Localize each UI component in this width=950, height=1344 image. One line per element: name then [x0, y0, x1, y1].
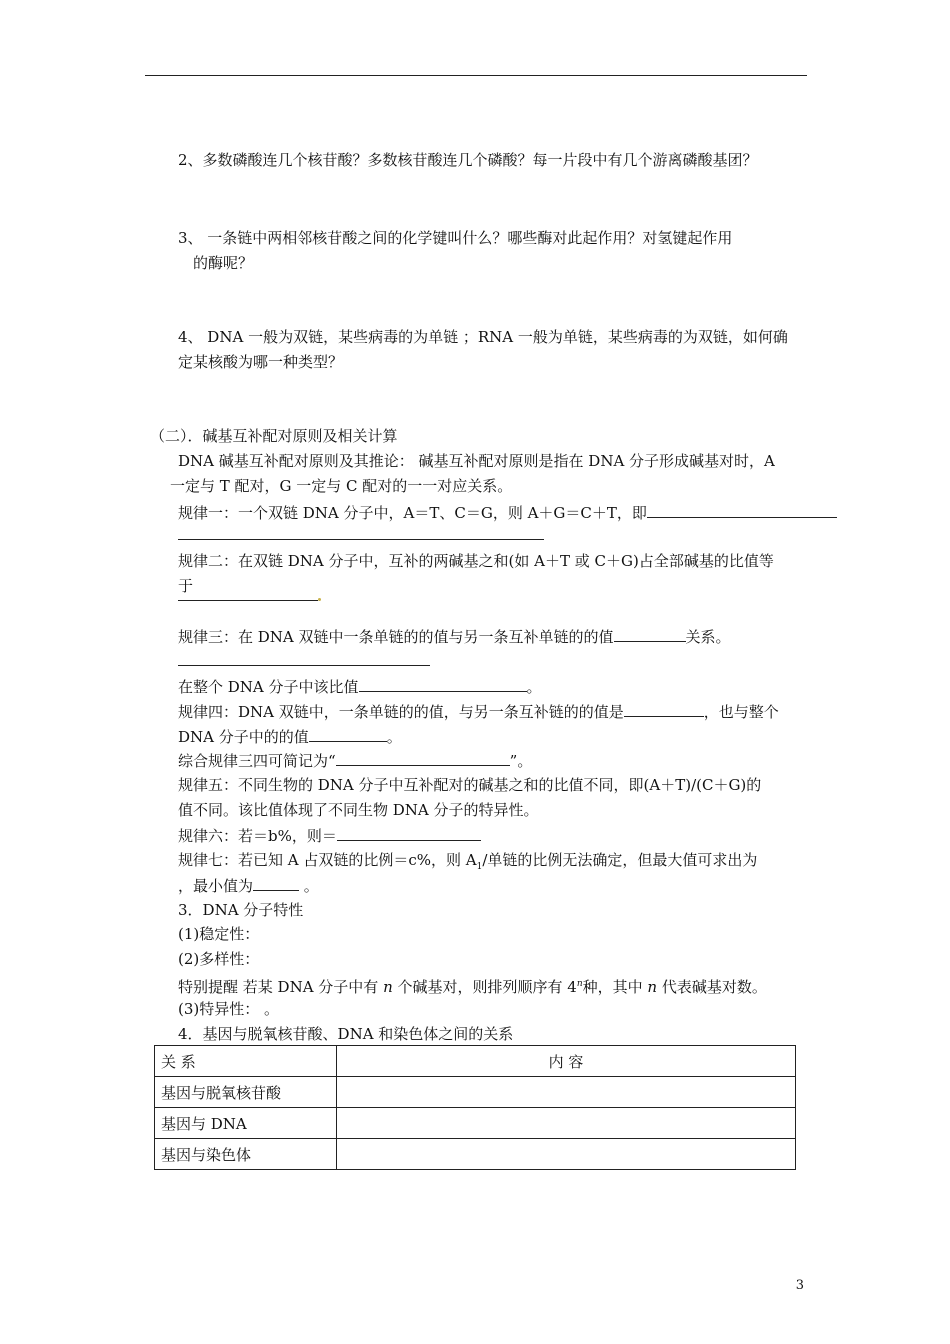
section-2-heading: （二）．碱基互补配对原则及相关计算: [150, 427, 398, 445]
rule-6: [178, 825, 481, 846]
rule-1-text: 规律一：一个双链 DNA 分子中，A＝T、C＝G，则 A＋G＝C＋T，即: [178, 504, 647, 522]
page-number: 3: [795, 1278, 804, 1293]
rule-4-text-a: 规律四：DNA 双链中，一条单链的的值，与另一条互补链的的值是: [178, 703, 624, 721]
row-content-cell[interactable]: [337, 1108, 796, 1139]
table-row: [155, 1077, 796, 1108]
rule-5-line1: 规律五：不同生物的 DNA 分子中互补配对的碱基之和的比值不同，即(A＋T)/(C＋G)的: [178, 776, 762, 794]
rule-7-line2-text: ，最小值为: [178, 877, 254, 895]
intro-line1: DNA 碱基互补配对原则及其推论： 碱基互补配对原则是指在 DNA 分子形成碱基对时，A: [178, 452, 775, 470]
section-3-heading: 3．DNA 分子特性: [178, 901, 304, 919]
rule-7-text-a: 规律七：若已知 A 占双链的比例＝c%，则 A: [178, 851, 477, 869]
rule-7-line2-end: 。: [299, 877, 319, 895]
table-row: [155, 1108, 796, 1139]
rule-7-subscript: 1: [476, 862, 483, 872]
tip-text-a: 特别提醒 若某 DNA 分子中有: [178, 978, 384, 996]
rule-4-line2-end: 。: [386, 728, 402, 746]
tip-text-c: 种，其中: [582, 978, 648, 996]
decorative-dot: [318, 598, 321, 601]
header-rule: [145, 75, 807, 76]
special-tip: [178, 974, 767, 997]
rule-3-extra-blank: [178, 665, 430, 666]
rule-3-text-b: 关系。: [685, 628, 731, 646]
rule-3-blank: [614, 626, 686, 642]
section-4-heading: 4．基因与脱氧核苷酸、DNA 和染色体之间的关系: [178, 1025, 514, 1043]
rule-1-blank-continued: [178, 539, 544, 540]
row-content-cell[interactable]: [337, 1139, 796, 1170]
rule-6-text: 规律六：若＝b%，则＝: [178, 827, 337, 845]
question-2: 2、多数磷酸连几个核苷酸？多数核苷酸连几个磷酸？每一片段中有几个游离磷酸基团？: [178, 151, 758, 169]
rule-2-line2: 于: [178, 577, 194, 595]
tip-text-d: 代表碱基对数。: [657, 978, 767, 996]
intro-line2: 一定与 T 配对，G 一定与 C 配对的一一对应关系。: [170, 477, 513, 495]
rule-3-text-a: 规律三：在 DNA 双链中一条单链的的值与另一条互补单链的的值: [178, 628, 614, 646]
rule-7-line2-blank: [253, 875, 299, 891]
rule-7-line1: [178, 850, 757, 877]
tip-exponent: n: [576, 979, 583, 989]
rule-1: [178, 502, 837, 523]
rule-4-line2-text: DNA 分子中的的值: [178, 728, 309, 746]
specificity: (3)特异性： 。: [178, 1000, 280, 1018]
summary: [178, 750, 532, 771]
rule-2-blank: [178, 600, 318, 601]
rule-6-blank: [337, 825, 481, 841]
rule-2-line1: 规律二：在双链 DNA 分子中，互补的两碱基之和(如 A＋T 或 C＋G)占全部碱基的比值等: [178, 552, 774, 570]
header-relation: 关 系: [155, 1046, 337, 1077]
rule-4-text-b: ，也与整个: [703, 703, 779, 721]
stability: (1)稳定性：: [178, 925, 260, 943]
tip-n2: n: [647, 978, 658, 996]
rule-7-line2: [178, 875, 319, 896]
question-4-line2: 定某核酸为哪一种类型？: [178, 353, 344, 371]
rule-4-blank: [624, 701, 704, 717]
row-relation: 基因与脱氧核苷酸: [155, 1077, 337, 1108]
row-content-cell[interactable]: [337, 1077, 796, 1108]
question-3-line1: 3、 一条链中两相邻核苷酸之间的化学键叫什么？哪些酶对此起作用？对氢键起作用: [178, 229, 733, 247]
rule-7-text-b: /单链的比例无法确定，但最大值可求出为: [482, 851, 758, 869]
summary-text-a: 综合规律三四可简记为“: [178, 752, 336, 770]
tip-text-b: 个碱基对，则排列顺序有 4: [392, 978, 577, 996]
rule-5-line2: 值不同。该比值体现了不同生物 DNA 分子的特异性。: [178, 801, 539, 819]
rule-4-line2-blank: [309, 726, 387, 742]
diversity: (2)多样性：: [178, 950, 260, 968]
rule-3-whole: [178, 676, 542, 697]
rule-4-line1: [178, 701, 779, 722]
rule-3: [178, 626, 731, 647]
summary-text-b: ”。: [509, 752, 533, 770]
summary-blank: [336, 750, 510, 766]
question-4-line1: 4、 DNA 一般为双链，某些病毒的为单链 ；RNA 一般为单链，某些病毒的为双链，如何确: [178, 328, 788, 346]
row-relation: 基因与 DNA: [155, 1108, 337, 1139]
rule-3-whole-end: 。: [526, 678, 542, 696]
row-relation: 基因与染色体: [155, 1139, 337, 1170]
question-3-line2: 的酶呢？: [193, 254, 254, 272]
rule-3-whole-blank: [359, 676, 527, 692]
rule-3-whole-text: 在整个 DNA 分子中该比值: [178, 678, 359, 696]
table-row: [155, 1139, 796, 1170]
relationship-table: [154, 1045, 796, 1170]
tip-n1: n: [383, 978, 393, 996]
header-content: 内 容: [337, 1046, 796, 1077]
rule-4-line2: [178, 726, 402, 747]
rule-1-blank: [647, 502, 837, 518]
table-header-row: [155, 1046, 796, 1077]
